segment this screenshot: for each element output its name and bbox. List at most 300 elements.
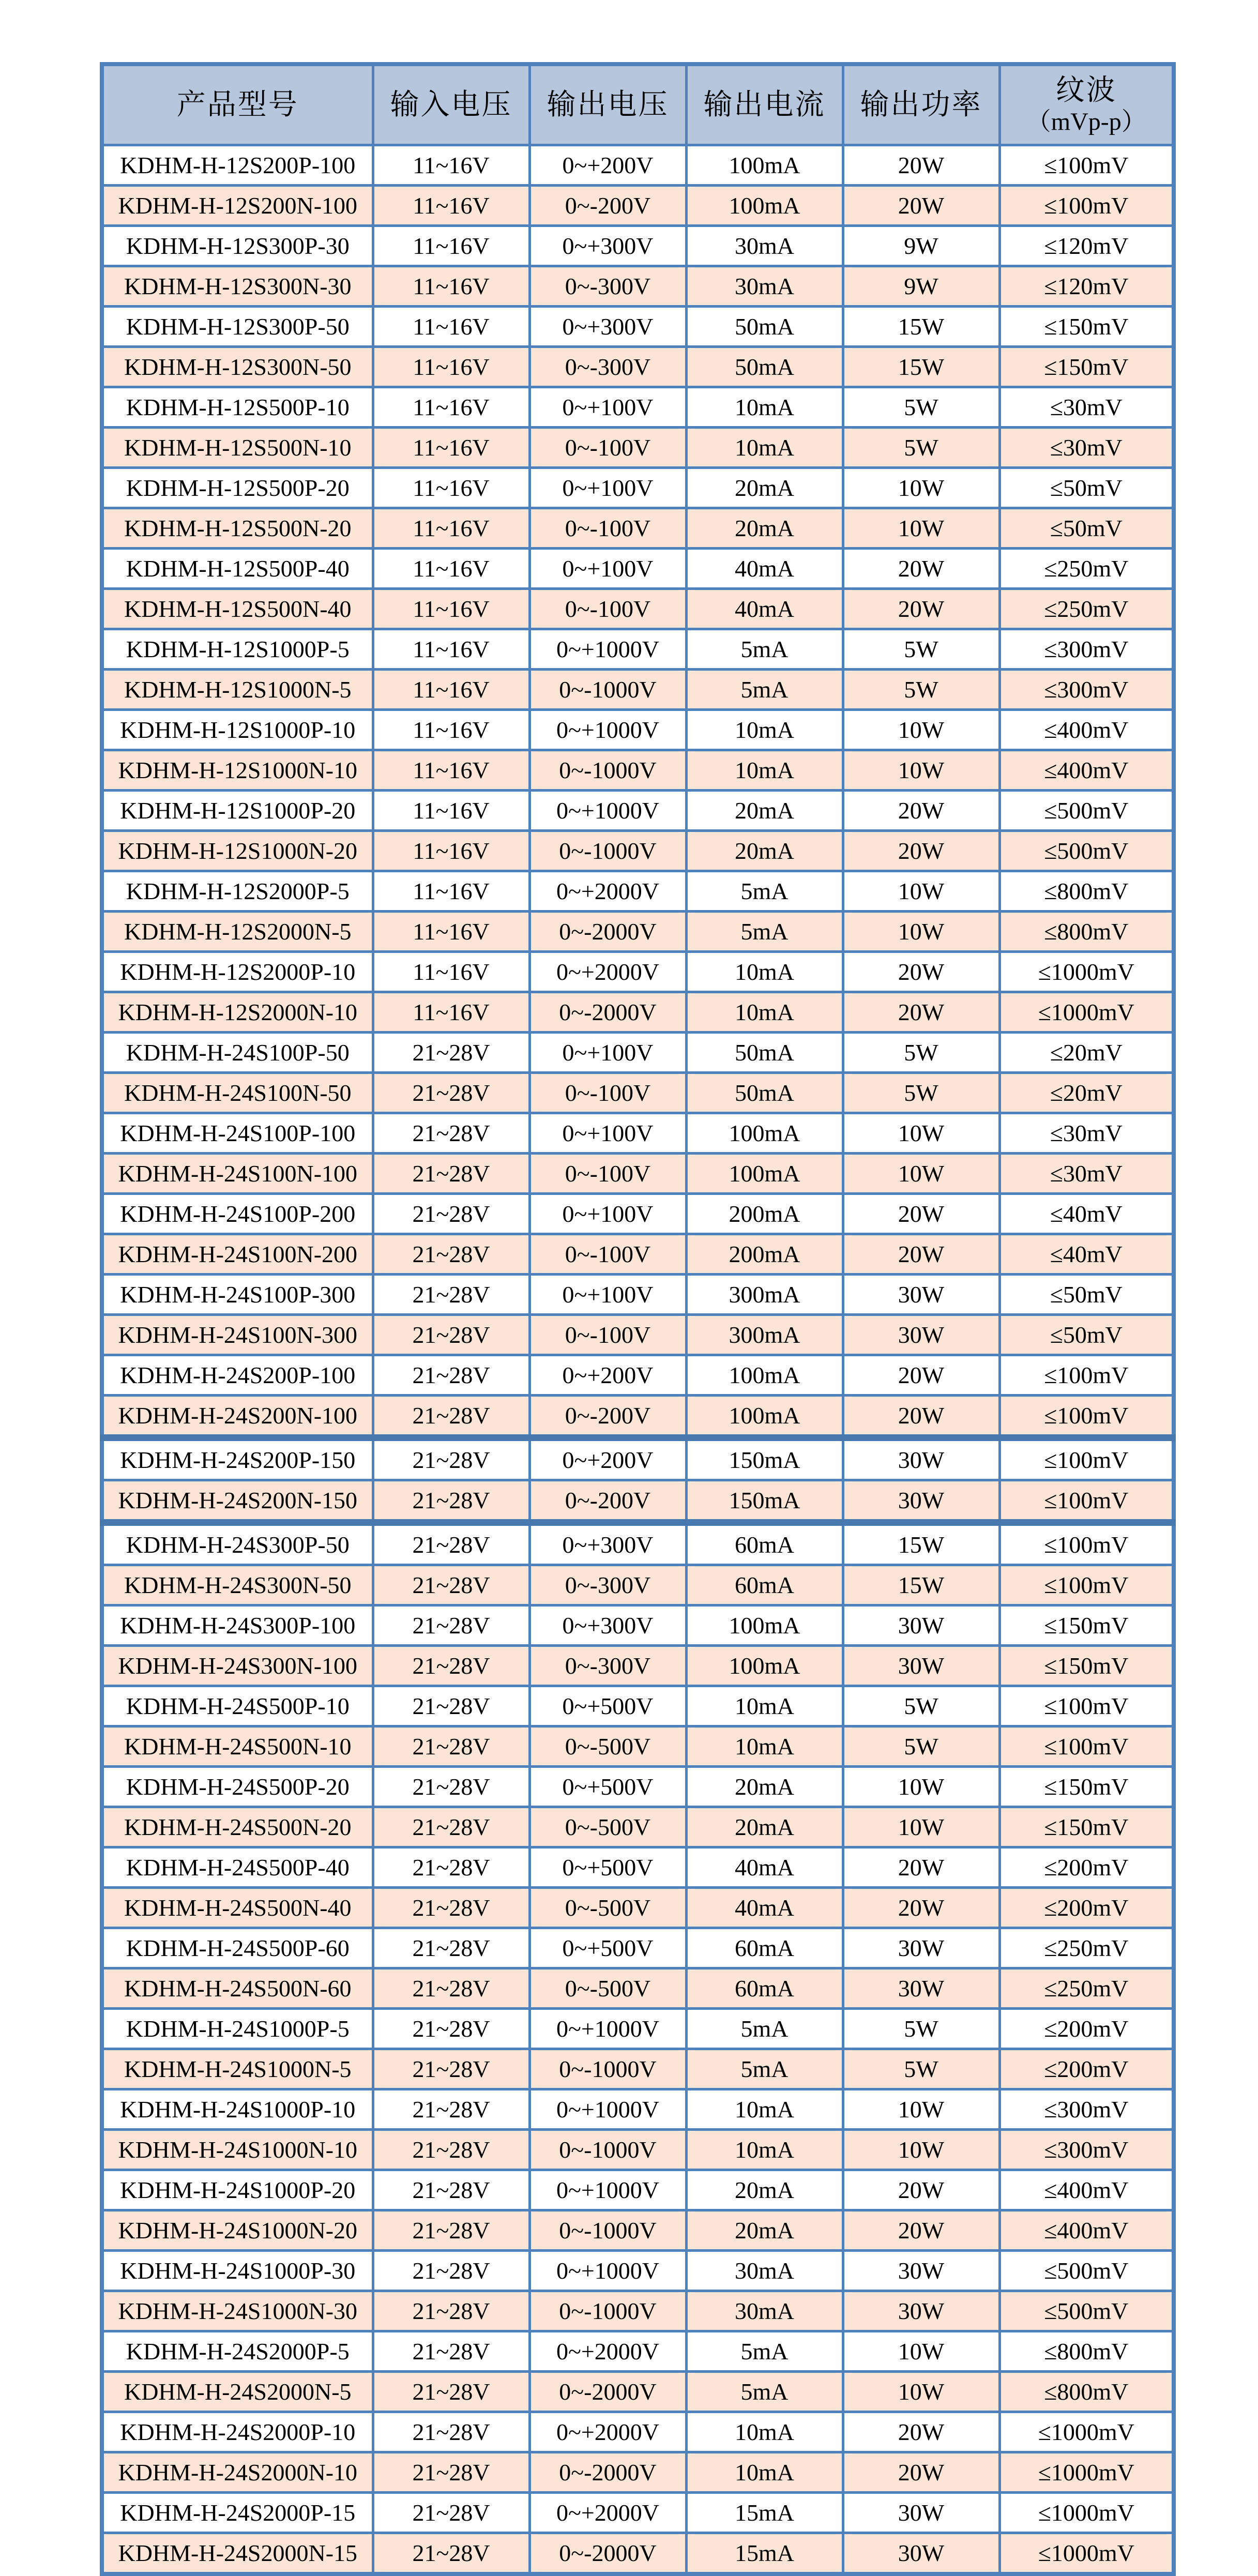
cell-model: KDHM-H-12S300P-50 [102,307,373,347]
cell-ripple: ≤800mV [999,2372,1174,2412]
cell-ripple: ≤200mV [999,1847,1174,1888]
cell-ripple: ≤800mV [999,871,1174,912]
cell-model: KDHM-H-24S1000N-5 [102,2049,373,2089]
cell-output-power: 20W [843,1847,999,1888]
cell-output-power: 30W [843,1438,999,1480]
cell-output-voltage: 0~-1000V [529,750,686,791]
cell-model: KDHM-H-24S2000N-5 [102,2372,373,2412]
cell-ripple: ≤100mV [999,1523,1174,1565]
cell-output-power: 20W [843,1234,999,1275]
cell-input-voltage: 11~16V [373,710,529,750]
table-row [102,2210,1174,2251]
cell-output-power: 20W [843,589,999,629]
table-row [102,2089,1174,2130]
cell-output-power: 5W [843,629,999,670]
cell-output-power: 20W [843,1888,999,1928]
cell-output-current: 60mA [686,1928,843,1968]
cell-output-current: 30mA [686,2251,843,2291]
cell-ripple: ≤100mV [999,1480,1174,1523]
cell-input-voltage: 21~28V [373,1275,529,1315]
cell-model: KDHM-H-12S2000P-5 [102,871,373,912]
cell-output-voltage: 0~-500V [529,1888,686,1928]
cell-output-voltage: 0~-100V [529,508,686,549]
cell-input-voltage: 21~28V [373,1033,529,1073]
cell-output-current: 20mA [686,1767,843,1807]
cell-output-power: 30W [843,2291,999,2331]
cell-model: KDHM-H-12S300N-30 [102,266,373,307]
cell-output-voltage: 0~-2000V [529,2452,686,2493]
cell-ripple: ≤1000mV [999,2493,1174,2533]
cell-output-current: 15mA [686,2493,843,2533]
cell-model: KDHM-H-24S2000P-5 [102,2331,373,2372]
cell-output-power: 10W [843,2331,999,2372]
cell-output-voltage: 0~-100V [529,1234,686,1275]
cell-model: KDHM-H-24S500N-10 [102,1726,373,1767]
cell-output-voltage: 0~-1000V [529,670,686,710]
cell-output-voltage: 0~+100V [529,1194,686,1234]
table-row [102,1686,1174,1726]
table-row [102,347,1174,387]
cell-ripple: ≤1000mV [999,992,1174,1033]
cell-output-voltage: 0~+2000V [529,2331,686,2372]
cell-output-current: 20mA [686,1807,843,1847]
cell-input-voltage: 11~16V [373,992,529,1033]
cell-output-voltage: 0~-200V [529,1480,686,1523]
table-row [102,1355,1174,1396]
cell-output-current: 10mA [686,1686,843,1726]
cell-input-voltage: 21~28V [373,2251,529,2291]
cell-output-power: 20W [843,831,999,871]
cell-output-current: 10mA [686,710,843,750]
table-row [102,2452,1174,2493]
cell-output-voltage: 0~+300V [529,1605,686,1646]
cell-output-power: 30W [843,1928,999,1968]
cell-output-current: 50mA [686,1033,843,1073]
cell-ripple: ≤50mV [999,1315,1174,1355]
cell-input-voltage: 21~28V [373,2170,529,2210]
table-row [102,1807,1174,1847]
cell-ripple: ≤400mV [999,710,1174,750]
cell-output-current: 100mA [686,1646,843,1686]
cell-output-power: 10W [843,2089,999,2130]
cell-model: KDHM-H-24S500N-60 [102,1968,373,2009]
cell-input-voltage: 11~16V [373,629,529,670]
cell-ripple: ≤150mV [999,307,1174,347]
cell-ripple: ≤300mV [999,2089,1174,2130]
cell-model: KDHM-H-24S1000P-20 [102,2170,373,2210]
cell-output-current: 300mA [686,1315,843,1355]
table-row [102,1646,1174,1686]
cell-output-current: 10mA [686,387,843,428]
cell-input-voltage: 21~28V [373,1315,529,1355]
cell-output-voltage: 0~+100V [529,1033,686,1073]
table-row [102,186,1174,226]
cell-input-voltage: 21~28V [373,1396,529,1438]
cell-model: KDHM-H-24S1000P-5 [102,2009,373,2049]
cell-ripple: ≤120mV [999,266,1174,307]
cell-output-power: 9W [843,226,999,266]
table-row [102,1605,1174,1646]
cell-output-voltage: 0~-100V [529,1073,686,1113]
cell-output-power: 5W [843,1033,999,1073]
cell-output-voltage: 0~-2000V [529,912,686,952]
table-row [102,1396,1174,1438]
cell-ripple: ≤800mV [999,912,1174,952]
cell-ripple: ≤150mV [999,1605,1174,1646]
table-row [102,1073,1174,1113]
cell-model: KDHM-H-24S300N-100 [102,1646,373,1686]
cell-output-power: 5W [843,387,999,428]
cell-output-voltage: 0~-200V [529,186,686,226]
table-row [102,1726,1174,1767]
cell-output-power: 20W [843,952,999,992]
col-header-output-current: 输出电流 [686,64,843,145]
cell-output-voltage: 0~-200V [529,1396,686,1438]
cell-input-voltage: 21~28V [373,2210,529,2251]
cell-output-current: 5mA [686,871,843,912]
table-row [102,266,1174,307]
cell-output-voltage: 0~+1000V [529,2089,686,2130]
table-row [102,2533,1174,2574]
cell-input-voltage: 11~16V [373,912,529,952]
cell-input-voltage: 21~28V [373,2291,529,2331]
cell-model: KDHM-H-24S100N-100 [102,1154,373,1194]
cell-output-current: 300mA [686,1275,843,1315]
cell-model: KDHM-H-24S100P-50 [102,1033,373,1073]
cell-output-voltage: 0~-100V [529,1315,686,1355]
cell-input-voltage: 11~16V [373,549,529,589]
cell-ripple: ≤500mV [999,2251,1174,2291]
cell-output-current: 15mA [686,2533,843,2574]
table-row [102,1928,1174,1968]
cell-model: KDHM-H-12S300P-30 [102,226,373,266]
cell-output-current: 30mA [686,266,843,307]
cell-input-voltage: 21~28V [373,1928,529,1968]
table-row [102,791,1174,831]
cell-ripple: ≤500mV [999,791,1174,831]
cell-input-voltage: 21~28V [373,1113,529,1154]
cell-output-power: 15W [843,1565,999,1605]
cell-output-power: 10W [843,710,999,750]
cell-output-current: 10mA [686,750,843,791]
table-row [102,1113,1174,1154]
table-row [102,1968,1174,2009]
table-row [102,1438,1174,1480]
cell-output-current: 20mA [686,831,843,871]
table-row [102,226,1174,266]
table-row [102,1888,1174,1928]
cell-input-voltage: 21~28V [373,1807,529,1847]
cell-output-power: 10W [843,508,999,549]
cell-input-voltage: 11~16V [373,266,529,307]
table-row [102,1847,1174,1888]
cell-input-voltage: 21~28V [373,2331,529,2372]
cell-input-voltage: 11~16V [373,508,529,549]
table-row [102,831,1174,871]
cell-output-current: 40mA [686,589,843,629]
cell-model: KDHM-H-12S500N-10 [102,428,373,468]
cell-output-current: 100mA [686,145,843,186]
cell-output-voltage: 0~-100V [529,589,686,629]
cell-output-voltage: 0~-1000V [529,2291,686,2331]
cell-ripple: ≤20mV [999,1033,1174,1073]
cell-input-voltage: 21~28V [373,1480,529,1523]
cell-model: KDHM-H-12S1000N-10 [102,750,373,791]
cell-model: KDHM-H-24S2000N-10 [102,2452,373,2493]
cell-output-power: 10W [843,2130,999,2170]
cell-output-current: 5mA [686,2009,843,2049]
product-spec-table [100,62,1176,2576]
cell-input-voltage: 21~28V [373,1726,529,1767]
table-row [102,2251,1174,2291]
cell-output-power: 20W [843,2170,999,2210]
cell-model: KDHM-H-12S1000P-5 [102,629,373,670]
cell-model: KDHM-H-24S100N-300 [102,1315,373,1355]
cell-output-current: 20mA [686,508,843,549]
cell-output-voltage: 0~+100V [529,1275,686,1315]
cell-output-current: 5mA [686,2331,843,2372]
cell-output-current: 150mA [686,1480,843,1523]
cell-output-voltage: 0~+200V [529,1438,686,1480]
cell-output-voltage: 0~+2000V [529,871,686,912]
cell-input-voltage: 21~28V [373,1438,529,1480]
cell-output-voltage: 0~+1000V [529,2170,686,2210]
cell-output-voltage: 0~-500V [529,1968,686,2009]
table-row [102,1234,1174,1275]
col-header-ripple [999,64,1174,145]
cell-ripple: ≤100mV [999,1438,1174,1480]
cell-model: KDHM-H-24S100N-50 [102,1073,373,1113]
cell-output-current: 200mA [686,1194,843,1234]
table-row [102,508,1174,549]
cell-input-voltage: 11~16V [373,791,529,831]
cell-output-current: 100mA [686,1154,843,1194]
cell-output-voltage: 0~+500V [529,1686,686,1726]
col-header-output-power: 输出功率 [843,64,999,145]
cell-output-voltage: 0~+100V [529,1113,686,1154]
cell-output-power: 20W [843,2452,999,2493]
cell-output-current: 10mA [686,992,843,1033]
cell-ripple: ≤30mV [999,387,1174,428]
cell-ripple: ≤100mV [999,1565,1174,1605]
cell-output-power: 20W [843,992,999,1033]
cell-input-voltage: 11~16V [373,428,529,468]
cell-output-voltage: 0~+300V [529,307,686,347]
cell-output-current: 10mA [686,428,843,468]
cell-output-voltage: 0~-1000V [529,2049,686,2089]
cell-model: KDHM-H-24S100N-200 [102,1234,373,1275]
table-row [102,629,1174,670]
cell-model: KDHM-H-24S300P-100 [102,1605,373,1646]
cell-model: KDHM-H-12S1000N-20 [102,831,373,871]
cell-output-power: 15W [843,307,999,347]
cell-output-voltage: 0~+1000V [529,2009,686,2049]
table-row [102,468,1174,508]
cell-output-current: 200mA [686,1234,843,1275]
cell-output-current: 40mA [686,1888,843,1928]
cell-output-current: 10mA [686,1726,843,1767]
table-row [102,710,1174,750]
cell-model: KDHM-H-24S100P-100 [102,1113,373,1154]
table-row [102,1565,1174,1605]
cell-output-power: 9W [843,266,999,307]
cell-input-voltage: 21~28V [373,1888,529,1928]
cell-input-voltage: 11~16V [373,670,529,710]
cell-input-voltage: 21~28V [373,2049,529,2089]
cell-output-voltage: 0~-2000V [529,2372,686,2412]
cell-output-voltage: 0~+2000V [529,952,686,992]
cell-output-power: 5W [843,2049,999,2089]
cell-output-voltage: 0~+1000V [529,710,686,750]
cell-output-current: 60mA [686,1565,843,1605]
cell-output-current: 10mA [686,2089,843,2130]
cell-output-power: 20W [843,1396,999,1438]
cell-output-current: 10mA [686,2452,843,2493]
cell-input-voltage: 21~28V [373,1565,529,1605]
cell-output-voltage: 0~-300V [529,1565,686,1605]
cell-model: KDHM-H-24S1000N-20 [102,2210,373,2251]
cell-model: KDHM-H-24S500P-40 [102,1847,373,1888]
cell-output-power: 5W [843,670,999,710]
cell-output-current: 100mA [686,1355,843,1396]
cell-output-current: 20mA [686,468,843,508]
cell-model: KDHM-H-24S500N-40 [102,1888,373,1928]
cell-ripple: ≤400mV [999,2170,1174,2210]
cell-output-power: 20W [843,1355,999,1396]
cell-ripple: ≤30mV [999,1154,1174,1194]
table-row [102,1275,1174,1315]
table-row [102,1480,1174,1523]
cell-ripple: ≤500mV [999,831,1174,871]
cell-output-current: 50mA [686,1073,843,1113]
table-row [102,549,1174,589]
cell-ripple: ≤400mV [999,750,1174,791]
cell-output-power: 10W [843,912,999,952]
cell-ripple: ≤30mV [999,1113,1174,1154]
cell-output-voltage: 0~+100V [529,549,686,589]
table-row [102,589,1174,629]
cell-output-power: 30W [843,1480,999,1523]
cell-input-voltage: 21~28V [373,1646,529,1686]
table-row [102,1033,1174,1073]
cell-output-voltage: 0~-300V [529,1646,686,1686]
cell-output-voltage: 0~+1000V [529,2251,686,2291]
cell-output-voltage: 0~-500V [529,1807,686,1847]
cell-model: KDHM-H-12S500N-40 [102,589,373,629]
cell-output-current: 40mA [686,1847,843,1888]
cell-output-power: 5W [843,1073,999,1113]
cell-ripple: ≤30mV [999,428,1174,468]
cell-ripple: ≤150mV [999,1807,1174,1847]
cell-output-current: 100mA [686,186,843,226]
cell-output-power: 5W [843,2009,999,2049]
cell-ripple: ≤50mV [999,468,1174,508]
cell-model: KDHM-H-12S1000P-20 [102,791,373,831]
cell-output-voltage: 0~+2000V [529,2493,686,2533]
cell-ripple: ≤250mV [999,549,1174,589]
cell-output-voltage: 0~-1000V [529,831,686,871]
table-row [102,912,1174,952]
table-row [102,1523,1174,1565]
cell-output-power: 10W [843,1807,999,1847]
cell-output-voltage: 0~-100V [529,1154,686,1194]
cell-model: KDHM-H-24S200N-150 [102,1480,373,1523]
cell-output-power: 30W [843,1605,999,1646]
cell-input-voltage: 11~16V [373,347,529,387]
cell-output-current: 30mA [686,226,843,266]
cell-ripple: ≤250mV [999,589,1174,629]
cell-output-current: 40mA [686,549,843,589]
cell-output-power: 20W [843,1194,999,1234]
col-header-model: 产品型号 [102,64,373,145]
cell-ripple: ≤150mV [999,1646,1174,1686]
header-row [102,64,1174,145]
cell-input-voltage: 11~16V [373,307,529,347]
cell-output-voltage: 0~+100V [529,468,686,508]
cell-output-power: 10W [843,750,999,791]
cell-output-power: 20W [843,145,999,186]
cell-model: KDHM-H-24S1000P-30 [102,2251,373,2291]
cell-ripple: ≤1000mV [999,2412,1174,2452]
table-row [102,2331,1174,2372]
cell-output-power: 30W [843,1315,999,1355]
ripple-header-unit: （mVp-p） [1026,108,1146,135]
table-row [102,992,1174,1033]
cell-ripple: ≤200mV [999,1888,1174,1928]
cell-input-voltage: 11~16V [373,226,529,266]
col-header-output-voltage: 输出电压 [529,64,686,145]
cell-output-current: 5mA [686,2372,843,2412]
cell-model: KDHM-H-12S1000N-5 [102,670,373,710]
cell-output-power: 10W [843,2372,999,2412]
cell-input-voltage: 21~28V [373,1968,529,2009]
cell-input-voltage: 21~28V [373,1355,529,1396]
cell-output-voltage: 0~-300V [529,266,686,307]
cell-output-voltage: 0~+1000V [529,791,686,831]
cell-output-power: 20W [843,2210,999,2251]
cell-output-power: 20W [843,186,999,226]
cell-output-current: 30mA [686,2291,843,2331]
table-row [102,2291,1174,2331]
cell-ripple: ≤1000mV [999,2452,1174,2493]
cell-ripple: ≤150mV [999,347,1174,387]
cell-output-voltage: 0~+100V [529,387,686,428]
cell-input-voltage: 11~16V [373,831,529,871]
cell-model: KDHM-H-12S500N-20 [102,508,373,549]
cell-output-power: 30W [843,1646,999,1686]
cell-output-power: 20W [843,791,999,831]
cell-model: KDHM-H-24S500P-20 [102,1767,373,1807]
cell-input-voltage: 11~16V [373,145,529,186]
cell-output-current: 5mA [686,912,843,952]
cell-model: KDHM-H-12S300N-50 [102,347,373,387]
cell-output-current: 60mA [686,1968,843,2009]
table-row [102,670,1174,710]
cell-output-power: 10W [843,1154,999,1194]
cell-input-voltage: 21~28V [373,2372,529,2412]
cell-model: KDHM-H-24S1000P-10 [102,2089,373,2130]
cell-input-voltage: 21~28V [373,2009,529,2049]
cell-output-voltage: 0~+500V [529,1767,686,1807]
cell-output-voltage: 0~-300V [529,347,686,387]
cell-model: KDHM-H-12S200P-100 [102,145,373,186]
cell-input-voltage: 21~28V [373,1605,529,1646]
cell-ripple: ≤800mV [999,2331,1174,2372]
cell-ripple: ≤120mV [999,226,1174,266]
cell-output-power: 10W [843,468,999,508]
cell-output-current: 10mA [686,2130,843,2170]
cell-model: KDHM-H-24S300P-50 [102,1523,373,1565]
